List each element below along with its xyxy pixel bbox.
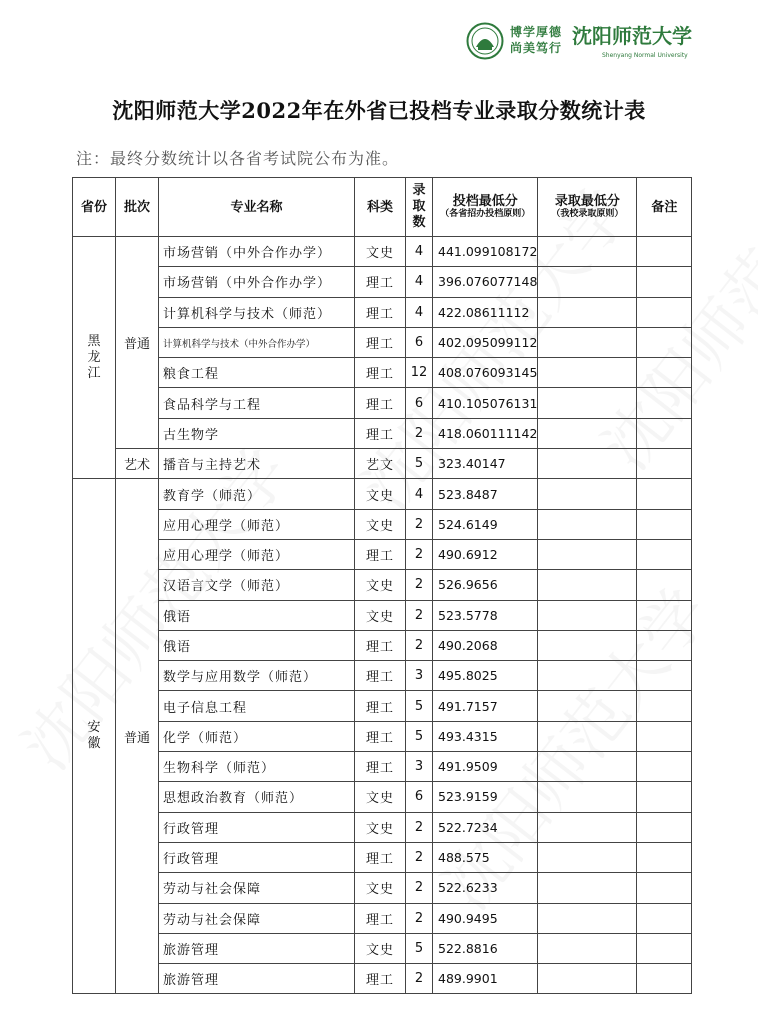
motto-line: 博学厚德: [510, 25, 563, 39]
admit-score-cell: [538, 903, 637, 933]
table-row: [73, 873, 692, 903]
category-cell: 文史: [355, 873, 406, 903]
filing-score-cell: 490.9495: [433, 903, 538, 933]
major-cell: 俄语: [159, 630, 355, 660]
remark-cell: [637, 449, 692, 479]
category-cell: 理工: [355, 661, 406, 691]
motto-line: 尚美笃行: [510, 41, 563, 55]
header-filing-score-label: 投档最低分: [452, 194, 518, 209]
major-cell: 生物科学（师范）: [159, 752, 355, 782]
province-name: 黑龙江: [87, 333, 101, 381]
filing-score-cell: 523.5778: [433, 600, 538, 630]
count-cell: 3: [406, 661, 433, 691]
category-cell: 理工: [355, 752, 406, 782]
table-row: [73, 691, 692, 721]
count-cell: 2: [406, 539, 433, 569]
table-row: [73, 479, 692, 509]
category-cell: 艺文: [355, 449, 406, 479]
table-body: [73, 237, 692, 994]
count-cell: 2: [406, 842, 433, 872]
filing-score-cell: 523.9159: [433, 782, 538, 812]
count-cell: 3: [406, 752, 433, 782]
header-remark: 备注: [637, 178, 692, 237]
batch-cell: 普通: [116, 237, 159, 449]
category-cell: 理工: [355, 903, 406, 933]
count-cell: 2: [406, 509, 433, 539]
category-cell: 理工: [355, 418, 406, 448]
category-cell: 理工: [355, 388, 406, 418]
header-count-label: 录取数: [412, 183, 426, 230]
table-row: [73, 964, 692, 994]
table-row: [73, 297, 692, 327]
category-cell: 理工: [355, 297, 406, 327]
batch-cell: 艺术: [116, 449, 159, 479]
remark-cell: [637, 600, 692, 630]
category-cell: 理工: [355, 358, 406, 388]
filing-score-cell: 491.7157: [433, 691, 538, 721]
filing-score-cell: 422.08611112: [433, 297, 538, 327]
remark-cell: [637, 570, 692, 600]
university-seal-icon: [466, 22, 504, 60]
admit-score-cell: [538, 964, 637, 994]
table-row: [73, 630, 692, 660]
major-cell: 旅游管理: [159, 933, 355, 963]
count-cell: 4: [406, 237, 433, 267]
count-cell: 5: [406, 691, 433, 721]
category-cell: 理工: [355, 267, 406, 297]
count-cell: 2: [406, 570, 433, 600]
table-row: [73, 509, 692, 539]
table-row: [73, 812, 692, 842]
remark-cell: [637, 479, 692, 509]
filing-score-cell: 522.7234: [433, 812, 538, 842]
filing-score-cell: 402.095099112: [433, 327, 538, 357]
admit-score-cell: [538, 327, 637, 357]
table-row: [73, 752, 692, 782]
major-cell: 汉语言文学（师范）: [159, 570, 355, 600]
filing-score-cell: 410.105076131: [433, 388, 538, 418]
filing-score-cell: 441.099108172: [433, 237, 538, 267]
table-row: [73, 933, 692, 963]
header-filing-score: [433, 178, 538, 237]
category-cell: 文史: [355, 600, 406, 630]
count-cell: 2: [406, 812, 433, 842]
province-cell: [73, 237, 116, 479]
major-cell: 计算机科学与技术（中外合作办学）: [159, 327, 355, 357]
remark-cell: [637, 964, 692, 994]
table-row: [73, 661, 692, 691]
table-row: [73, 539, 692, 569]
count-cell: 4: [406, 297, 433, 327]
admit-score-cell: [538, 297, 637, 327]
admit-score-cell: [538, 237, 637, 267]
province-name: 安徽: [87, 720, 101, 752]
major-cell: 市场营销（中外合作办学）: [159, 237, 355, 267]
category-cell: 理工: [355, 964, 406, 994]
score-table: [72, 177, 692, 994]
admit-score-cell: [538, 539, 637, 569]
table-row: [73, 570, 692, 600]
remark-cell: [637, 630, 692, 660]
category-cell: 理工: [355, 327, 406, 357]
remark-cell: [637, 812, 692, 842]
admit-score-cell: [538, 267, 637, 297]
header-category: 科类: [355, 178, 406, 237]
admit-score-cell: [538, 782, 637, 812]
remark-cell: [637, 388, 692, 418]
count-cell: 2: [406, 600, 433, 630]
admit-score-cell: [538, 721, 637, 751]
table-row: [73, 600, 692, 630]
filing-score-cell: 523.8487: [433, 479, 538, 509]
major-cell: 计算机科学与技术（师范）: [159, 297, 355, 327]
major-cell: 劳动与社会保障: [159, 873, 355, 903]
header-province: 省份: [73, 178, 116, 237]
table-row: [73, 721, 692, 751]
remark-cell: [637, 691, 692, 721]
remark-cell: [637, 903, 692, 933]
brand-name-cn: 沈阳师范大学: [572, 24, 692, 48]
admit-score-cell: [538, 752, 637, 782]
table-row: [73, 267, 692, 297]
filing-score-cell: 495.8025: [433, 661, 538, 691]
major-cell: 市场营销（中外合作办学）: [159, 267, 355, 297]
major-cell: 应用心理学（师范）: [159, 509, 355, 539]
category-cell: 文史: [355, 933, 406, 963]
count-cell: 5: [406, 933, 433, 963]
table-row: [73, 449, 692, 479]
remark-cell: [637, 509, 692, 539]
remark-cell: [637, 933, 692, 963]
admit-score-cell: [538, 691, 637, 721]
remark-cell: [637, 842, 692, 872]
count-cell: 2: [406, 418, 433, 448]
filing-score-cell: 488.575: [433, 842, 538, 872]
category-cell: 理工: [355, 630, 406, 660]
remark-cell: [637, 721, 692, 751]
admit-score-cell: [538, 570, 637, 600]
major-cell: 思想政治教育（师范）: [159, 782, 355, 812]
major-cell: 食品科学与工程: [159, 388, 355, 418]
count-cell: 5: [406, 721, 433, 751]
admit-score-cell: [538, 630, 637, 660]
major-cell: 粮食工程: [159, 358, 355, 388]
major-cell: 旅游管理: [159, 964, 355, 994]
major-cell: 数学与应用数学（师范）: [159, 661, 355, 691]
admit-score-cell: [538, 479, 637, 509]
header-batch: 批次: [116, 178, 159, 237]
admit-score-cell: [538, 812, 637, 842]
remark-cell: [637, 327, 692, 357]
remark-cell: [637, 752, 692, 782]
table-row: [73, 418, 692, 448]
table-header-row: [73, 178, 692, 237]
remark-cell: [637, 267, 692, 297]
category-cell: 理工: [355, 842, 406, 872]
category-cell: 理工: [355, 691, 406, 721]
table-row: [73, 237, 692, 267]
batch-cell: 普通: [116, 479, 159, 994]
admit-score-cell: [538, 418, 637, 448]
table-row: [73, 903, 692, 933]
category-cell: 文史: [355, 237, 406, 267]
remark-cell: [637, 661, 692, 691]
filing-score-cell: 522.6233: [433, 873, 538, 903]
university-logo: [466, 22, 696, 64]
header-major: 专业名称: [159, 178, 355, 237]
remark-cell: [637, 237, 692, 267]
page-title: 沈阳师范大学2022年在外省已投档专业录取分数统计表: [112, 98, 646, 123]
category-cell: 文史: [355, 782, 406, 812]
header-count: [406, 178, 433, 237]
province-cell: [73, 479, 116, 994]
table-row: [73, 327, 692, 357]
table-row: [73, 842, 692, 872]
admit-score-cell: [538, 600, 637, 630]
remark-cell: [637, 418, 692, 448]
major-cell: 教育学（师范）: [159, 479, 355, 509]
filing-score-cell: 490.2068: [433, 630, 538, 660]
major-cell: 电子信息工程: [159, 691, 355, 721]
category-cell: 文史: [355, 812, 406, 842]
count-cell: 2: [406, 873, 433, 903]
filing-score-cell: 526.9656: [433, 570, 538, 600]
major-cell: 行政管理: [159, 812, 355, 842]
filing-score-cell: 396.076077148: [433, 267, 538, 297]
remark-cell: [637, 873, 692, 903]
admit-score-cell: [538, 358, 637, 388]
filing-score-cell: 489.9901: [433, 964, 538, 994]
table-row: [73, 782, 692, 812]
remark-cell: [637, 297, 692, 327]
major-cell: 播音与主持艺术: [159, 449, 355, 479]
count-cell: 5: [406, 449, 433, 479]
admit-score-cell: [538, 388, 637, 418]
remark-cell: [637, 782, 692, 812]
category-cell: 文史: [355, 479, 406, 509]
table-row: [73, 358, 692, 388]
count-cell: 6: [406, 327, 433, 357]
filing-score-cell: 493.4315: [433, 721, 538, 751]
category-cell: 文史: [355, 509, 406, 539]
category-cell: 理工: [355, 721, 406, 751]
major-cell: 劳动与社会保障: [159, 903, 355, 933]
filing-score-cell: 491.9509: [433, 752, 538, 782]
count-cell: 4: [406, 479, 433, 509]
admit-score-cell: [538, 449, 637, 479]
admit-score-cell: [538, 933, 637, 963]
count-cell: 4: [406, 267, 433, 297]
admit-score-cell: [538, 509, 637, 539]
filing-score-cell: 524.6149: [433, 509, 538, 539]
category-cell: 文史: [355, 570, 406, 600]
count-cell: 2: [406, 903, 433, 933]
major-cell: 古生物学: [159, 418, 355, 448]
count-cell: 6: [406, 388, 433, 418]
footnote: 注：最终分数统计以各省考试院公布为准。: [76, 149, 400, 168]
header-admit-score-note: （我校录取原则）: [551, 209, 624, 219]
header-filing-score-note: （各省招办投档原则）: [440, 209, 531, 219]
count-cell: 2: [406, 630, 433, 660]
filing-score-cell: 408.076093145: [433, 358, 538, 388]
count-cell: 12: [406, 358, 433, 388]
category-cell: 理工: [355, 539, 406, 569]
major-cell: 俄语: [159, 600, 355, 630]
count-cell: 2: [406, 964, 433, 994]
admit-score-cell: [538, 842, 637, 872]
major-cell: 应用心理学（师范）: [159, 539, 355, 569]
filing-score-cell: 522.8816: [433, 933, 538, 963]
major-cell: 化学（师范）: [159, 721, 355, 751]
filing-score-cell: 323.40147: [433, 449, 538, 479]
admit-score-cell: [538, 873, 637, 903]
remark-cell: [637, 539, 692, 569]
filing-score-cell: 418.060111142: [433, 418, 538, 448]
university-motto: [510, 24, 568, 56]
header-admit-score: [538, 178, 637, 237]
major-cell: 行政管理: [159, 842, 355, 872]
header-admit-score-label: 录取最低分: [554, 194, 620, 209]
brand-name-en: Shenyang Normal University: [602, 52, 688, 59]
table-row: [73, 388, 692, 418]
remark-cell: [637, 358, 692, 388]
filing-score-cell: 490.6912: [433, 539, 538, 569]
admit-score-cell: [538, 661, 637, 691]
count-cell: 6: [406, 782, 433, 812]
